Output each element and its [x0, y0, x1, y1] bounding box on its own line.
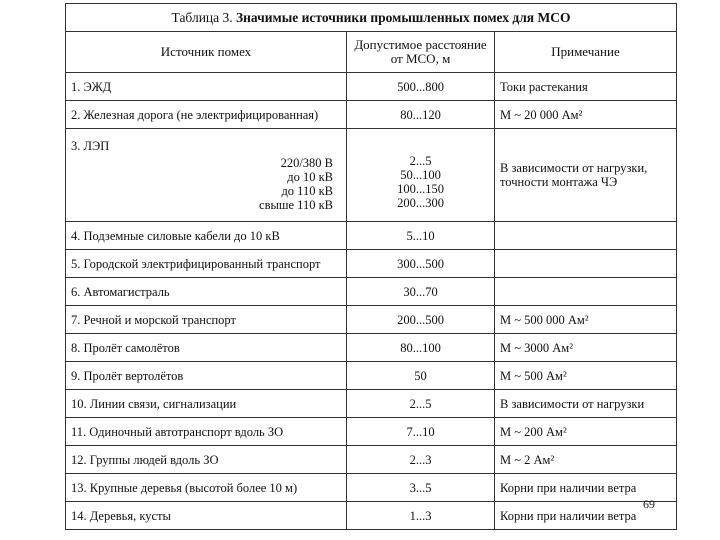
cell-distance: 7...10 [347, 418, 495, 446]
lep-voltage: свыше 110 кВ [259, 197, 333, 212]
cell-note: Корни при наличии ветра [495, 502, 677, 530]
cell-distance: 80...100 [347, 334, 495, 362]
lep-voltage: до 110 кВ [281, 183, 333, 198]
header-distance: Допустимое расстояние от МСО, м [347, 32, 495, 73]
cell-distance: 80...120 [347, 101, 495, 129]
table-row [66, 390, 677, 418]
table-row [66, 502, 677, 530]
cell-note: M ~ 500 000 Ам² [495, 306, 677, 334]
table-row [66, 446, 677, 474]
cell-note: Корни при наличии ветра [495, 474, 677, 502]
caption-prefix: Таблица 3. [171, 9, 233, 25]
cell-source: 9. Пролёт вертолётов [66, 362, 347, 390]
cell-source: 1. ЭЖД [66, 73, 347, 101]
cell-source: 14. Деревья, кусты [66, 502, 347, 530]
table-row-lep [66, 129, 677, 222]
cell-source: 2. Железная дорога (не электрифицированная) [66, 101, 347, 129]
cell-distance: 30...70 [347, 278, 495, 306]
cell-distance-lep [347, 129, 495, 222]
cell-note [495, 222, 677, 250]
cell-note-lep: В зависимости от нагрузки, точности монтажа ЧЭ [495, 129, 677, 222]
header-source: Источник помех [66, 32, 347, 73]
interference-sources-table [65, 3, 677, 530]
table-row [66, 101, 677, 129]
cell-note: M ~ 500 Ам² [495, 362, 677, 390]
cell-note: Токи растекания [495, 73, 677, 101]
cell-distance: 5...10 [347, 222, 495, 250]
lep-distance: 200...300 [397, 196, 444, 210]
lep-distance: 100...150 [397, 182, 444, 196]
lep-distance: 2...5 [409, 154, 432, 168]
cell-distance: 3...5 [347, 474, 495, 502]
cell-distance: 500...800 [347, 73, 495, 101]
table-row [66, 73, 677, 101]
cell-note: M ~ 2 Ам² [495, 446, 677, 474]
page-number: 69 [643, 497, 655, 511]
table-caption [66, 4, 677, 32]
cell-distance: 300...500 [347, 250, 495, 278]
cell-distance: 2...5 [347, 390, 495, 418]
cell-note: M ~ 200 Ам² [495, 418, 677, 446]
lep-voltage: 220/380 В [280, 155, 333, 170]
table-row [66, 418, 677, 446]
cell-source: 10. Линии связи, сигнализации [66, 390, 347, 418]
table-row [66, 222, 677, 250]
cell-source: 7. Речной и морской транспорт [66, 306, 347, 334]
cell-source: 8. Пролёт самолётов [66, 334, 347, 362]
cell-note: M ~ 20 000 Ам² [495, 101, 677, 129]
cell-note [495, 250, 677, 278]
cell-note: В зависимости от нагрузки [495, 390, 677, 418]
caption-title: Значимые источники промышленных помех для МСО [236, 9, 571, 25]
cell-source: 6. Автомагистраль [66, 278, 347, 306]
table-row [66, 334, 677, 362]
table-header-row [66, 32, 677, 73]
cell-distance: 200...500 [347, 306, 495, 334]
cell-source-lep [66, 129, 347, 222]
table-row [66, 250, 677, 278]
cell-source: 4. Подземные силовые кабели до 10 кВ [66, 222, 347, 250]
table-row [66, 306, 677, 334]
header-note: Примечание [495, 32, 677, 73]
lep-title: 3. ЛЭП [71, 138, 110, 153]
lep-voltage: до 10 кВ [287, 169, 333, 184]
table-row [66, 278, 677, 306]
cell-source: 5. Городской электрифицированный транспорт [66, 250, 347, 278]
cell-distance: 2...3 [347, 446, 495, 474]
cell-source: 13. Крупные деревья (высотой более 10 м) [66, 474, 347, 502]
cell-source: 12. Группы людей вдоль ЗО [66, 446, 347, 474]
cell-distance: 50 [347, 362, 495, 390]
table-row [66, 474, 677, 502]
data-table-container [65, 3, 676, 534]
cell-distance: 1...3 [347, 502, 495, 530]
table-caption-row [66, 4, 677, 32]
lep-distance: 50...100 [400, 168, 441, 182]
cell-note [495, 278, 677, 306]
table-row [66, 362, 677, 390]
cell-source: 11. Одиночный автотранспорт вдоль ЗО [66, 418, 347, 446]
cell-note: M ~ 3000 Ам² [495, 334, 677, 362]
